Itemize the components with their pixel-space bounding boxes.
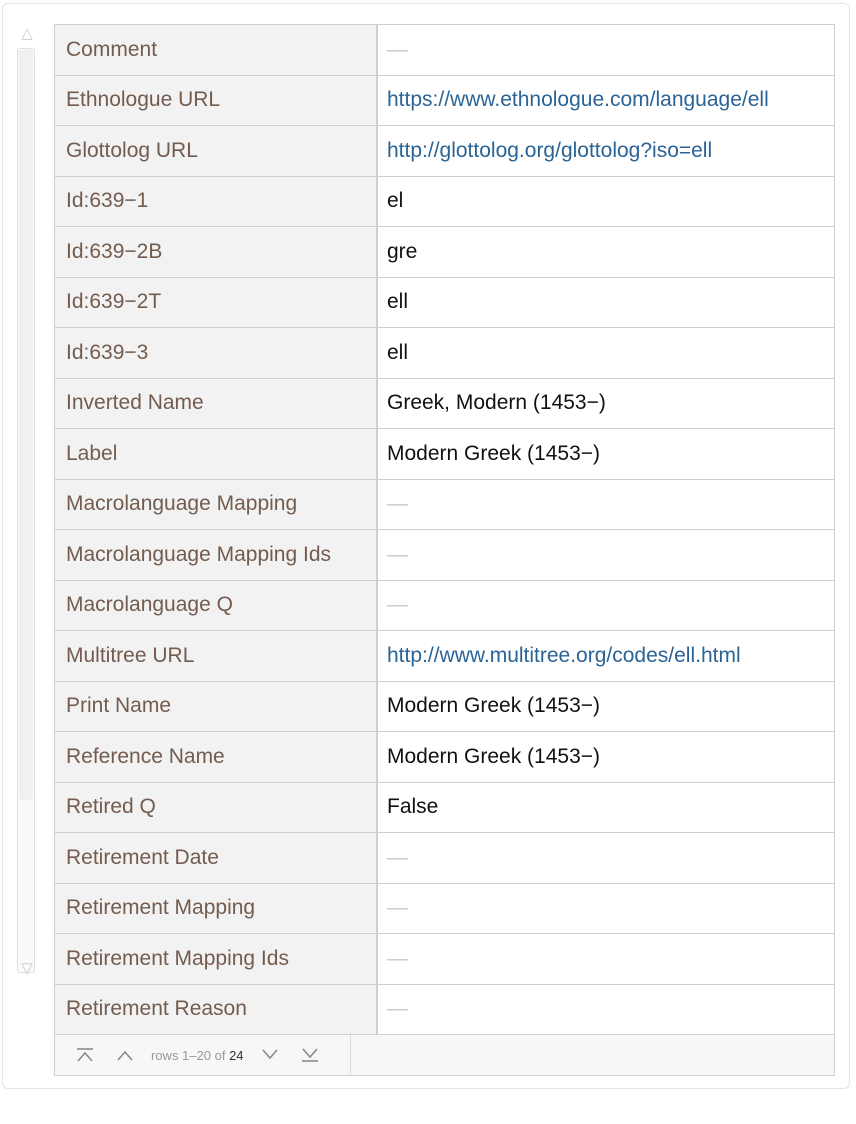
row-key: Ethnologue URL [55,76,378,126]
table-row [55,429,834,480]
table-row [55,783,834,834]
row-key: Id:639−2B [55,227,378,277]
table-row [55,379,834,430]
row-value-link[interactable]: https://www.ethnologue.com/language/ell [387,88,769,112]
table-row [55,833,834,884]
rows-range-text: rows 1–20 of [151,1047,226,1063]
row-key: Id:639−3 [55,328,378,378]
row-key: Print Name [55,682,378,732]
table-row [55,631,834,682]
row-value: — [387,593,408,617]
table-row [55,985,834,1036]
rows-indicator [151,1048,244,1063]
row-value: — [387,37,408,61]
row-value: — [387,896,408,920]
row-key: Macrolanguage Q [55,581,378,631]
row-key: Multitree URL [55,631,378,681]
table-row [55,126,834,177]
row-value: Greek, Modern (1453−) [387,391,606,415]
table-footer [55,1035,834,1075]
row-value: Modern Greek (1453−) [387,441,601,465]
row-key: Comment [55,25,378,75]
rows-total: 24 [229,1047,244,1063]
row-value: Modern Greek (1453−) [387,744,601,768]
table-row [55,480,834,531]
table-row [55,278,834,329]
dataset-panel [2,3,850,1089]
table-row [55,934,834,985]
row-value: Modern Greek (1453−) [387,694,601,718]
row-key: Reference Name [55,732,378,782]
key-value-table [54,24,835,1076]
scroll-down-arrow-icon[interactable]: ▽ [21,960,33,977]
row-key: Retirement Mapping [55,884,378,934]
last-page-icon[interactable] [290,1040,330,1070]
first-page-icon[interactable] [65,1040,105,1070]
row-key: Macrolanguage Mapping Ids [55,530,378,580]
row-value: — [387,492,408,516]
row-value: ell [387,340,409,364]
row-value: — [387,997,408,1021]
row-key: Id:639−1 [55,177,378,227]
table-row [55,227,834,278]
row-value-link[interactable]: http://www.multitree.org/codes/ell.html [387,643,741,667]
table-row [55,732,834,783]
scroll-thumb[interactable] [19,50,33,800]
pagination [55,1035,351,1075]
table-row [55,682,834,733]
row-value: el [387,189,404,213]
row-key: Glottolog URL [55,126,378,176]
row-value: — [387,845,408,869]
scroll-up-arrow-icon[interactable]: △ [21,25,33,42]
next-page-icon[interactable] [250,1040,290,1070]
row-key: Id:639−2T [55,278,378,328]
table-row [55,25,834,76]
row-key: Inverted Name [55,379,378,429]
row-value-link[interactable]: http://glottolog.org/glottolog?iso=ell [387,138,713,162]
scroll-track[interactable] [17,48,35,973]
table-row [55,884,834,935]
row-key: Macrolanguage Mapping [55,480,378,530]
table-row [55,581,834,632]
row-key: Retirement Date [55,833,378,883]
table-row [55,530,834,581]
vertical-scrollbar[interactable] [17,24,37,979]
table-body [55,25,834,1035]
row-value: gre [387,239,418,263]
table-row [55,76,834,127]
row-key: Retirement Mapping Ids [55,934,378,984]
row-value: — [387,946,408,970]
row-key: Label [55,429,378,479]
row-value: — [387,542,408,566]
row-key: Retirement Reason [55,985,378,1035]
row-value: ell [387,290,409,314]
prev-page-icon[interactable] [105,1040,145,1070]
row-value: False [387,795,439,819]
row-key: Retired Q [55,783,378,833]
table-row [55,328,834,379]
table-row [55,177,834,228]
